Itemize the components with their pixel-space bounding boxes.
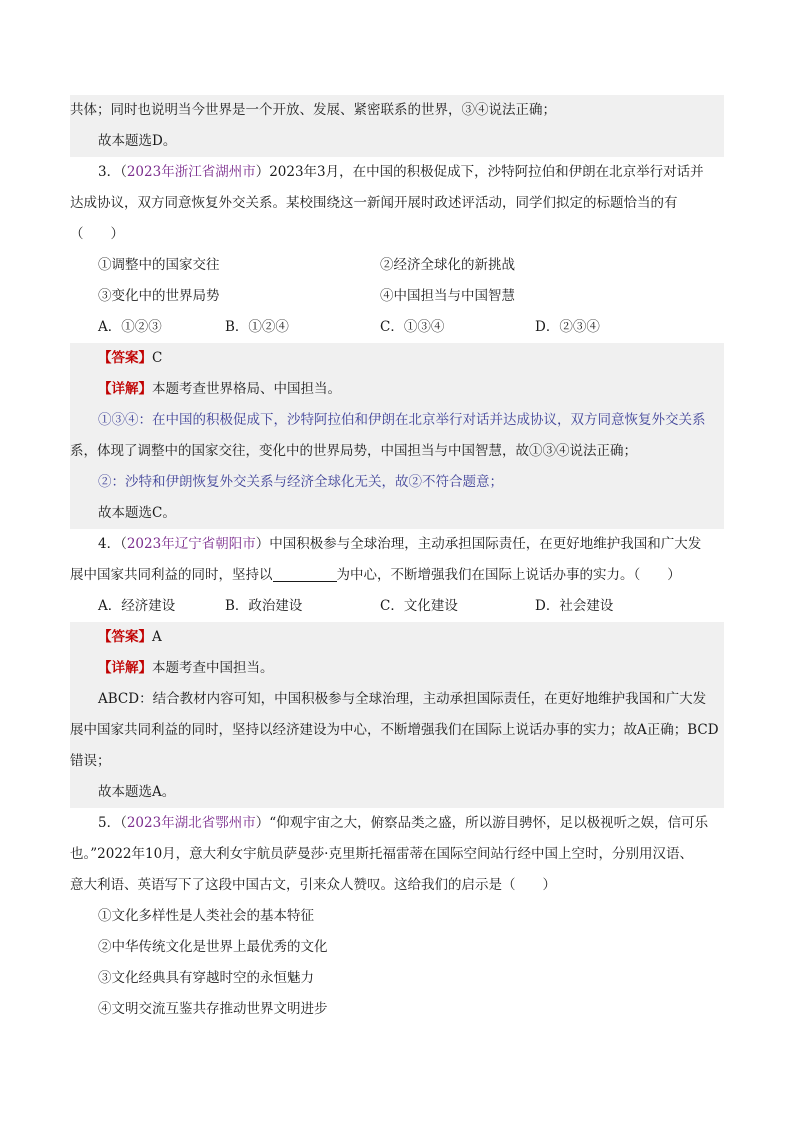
text: 本题考查世界格局、中国担当。: [152, 381, 341, 397]
text-line: [70, 126, 724, 157]
detail-line: [70, 374, 724, 405]
text: ）: [255, 536, 270, 552]
answer-value: C: [152, 350, 163, 366]
question-source: 2023年辽宁省朝阳市: [126, 536, 256, 552]
text: ）: [255, 815, 270, 831]
explanation-line: [70, 746, 724, 777]
text-line: [70, 95, 724, 126]
question-5-stem: [70, 808, 724, 839]
explanation-line: [70, 684, 724, 715]
statement-item: ④文明交流互鉴共存推动世界文明进步: [98, 1001, 328, 1017]
statement-line: [70, 932, 724, 963]
text: 达成协议，双方同意恢复外交关系。某校围绕这一新闻开展时政述评活动，同学们拟定的标题恰当的有: [70, 195, 678, 211]
statement-line: [70, 963, 724, 994]
question-number: 3．（: [98, 164, 127, 180]
text: 系，体现了调整中的国家交往，变化中的世界局势，中国担当与中国智慧，故①③④说法正确；: [70, 443, 637, 459]
answer-label: 【答案】: [98, 350, 152, 366]
option-d: D．社会建设: [535, 598, 614, 614]
text: “仰观宇宙之大，俯察品类之盛，所以游目骋怀，足以极视听之娱，信可乐: [269, 815, 709, 831]
choice-row: [70, 250, 724, 281]
answer-value: A: [152, 629, 162, 645]
answer-label: 【答案】: [98, 629, 152, 645]
question-number: 5．（: [98, 815, 127, 831]
document-page: [70, 95, 724, 1025]
text: 也。”2022年10月，意大利女宇航员萨曼莎·克里斯托福雷蒂在国际空间站行经中国上空时，分别用汉语、: [70, 846, 693, 862]
final-answer-line: [70, 777, 724, 808]
detail-label: 【详解】: [98, 660, 152, 676]
explanation-line: [70, 467, 724, 498]
text: 展中国家共同利益的同时，坚持以经济建设为中心，不断增强我们在国际上说话办事的实力；故A正确；BCD: [70, 722, 719, 738]
option-d: D．②③④: [535, 319, 600, 335]
option-c: C．①③④: [380, 319, 445, 335]
statement-item: ②中华传统文化是世界上最优秀的文化: [98, 939, 328, 955]
text: 本题考查中国担当。: [152, 660, 274, 676]
statement-item: ①调整中的国家交往: [98, 257, 220, 273]
explanation-line: [70, 715, 724, 746]
detail-line: [70, 653, 724, 684]
question-3-stem-cont: [70, 219, 724, 250]
explanation-line: [70, 436, 724, 467]
statement-item: ①文化多样性是人类社会的基本特征: [98, 908, 314, 924]
statement-line: [70, 901, 724, 932]
text: 中国积极参与全球治理，主动承担国际责任，在更好地维护我国和广大发: [269, 536, 702, 552]
options-row: [70, 312, 724, 343]
question-4-stem: [70, 529, 724, 560]
text: 2023年3月，在中国的积极促成下，沙特阿拉伯和伊朗在北京举行对话并: [269, 164, 704, 180]
text: 为中心，不断增强我们在国际上说话办事的实力。（ ）: [336, 567, 681, 583]
text: 展中国家共同利益的同时，坚持以: [70, 567, 273, 583]
question-source: 2023年湖北省鄂州市: [126, 815, 256, 831]
statement-item: ③文化经典具有穿越时空的永恒魅力: [98, 970, 314, 986]
question-4-stem-cont: [70, 560, 724, 591]
question-source: 2023年浙江省湖州市: [126, 164, 256, 180]
text: ①③④：在中国的积极促成下，沙特阿拉伯和伊朗在北京举行对话并达成协议，双方同意恢复外交关系: [98, 412, 706, 428]
text: 故本题选A。: [98, 784, 176, 800]
text: 错误；: [70, 753, 111, 769]
text: （ ）: [70, 226, 124, 242]
final-answer-line: [70, 498, 724, 529]
text: 意大利语、英语写下了这段中国古文，引来众人赞叹。这给我们的启示是（ ）: [70, 877, 556, 893]
options-row: [70, 591, 724, 622]
statement-item: ③变化中的世界局势: [98, 288, 220, 304]
answer-line: [70, 622, 724, 653]
text: ）: [255, 164, 270, 180]
explanation-line: [70, 405, 724, 436]
statement-item: ④中国担当与中国智慧: [380, 288, 515, 304]
question-number: 4．（: [98, 536, 127, 552]
question-3-stem: [70, 157, 724, 188]
option-a: A．①②③: [98, 319, 162, 335]
text: ABCD：结合教材内容可知，中国积极参与全球治理，主动承担国际责任，在更好地维护我国和广大发: [98, 691, 707, 707]
option-a: A．经济建设: [98, 598, 176, 614]
text: 共体；同时也说明当今世界是一个开放、发展、紧密联系的世界，③④说法正确；: [70, 102, 556, 118]
option-b: B．①②④: [225, 319, 289, 335]
question-5-stem-cont: [70, 870, 724, 901]
option-c: C．文化建设: [380, 598, 458, 614]
option-b: B．政治建设: [225, 598, 303, 614]
question-5-stem-cont: [70, 839, 724, 870]
text: 故本题选D。: [98, 133, 177, 149]
detail-label: 【详解】: [98, 381, 152, 397]
text: 故本题选C。: [98, 505, 176, 521]
statement-line: [70, 994, 724, 1025]
text: ②：沙特和伊朗恢复外交关系与经济全球化无关，故②不符合题意；: [98, 474, 503, 490]
statement-item: ②经济全球化的新挑战: [380, 257, 515, 273]
answer-line: [70, 343, 724, 374]
question-3-stem-cont: [70, 188, 724, 219]
choice-row: [70, 281, 724, 312]
fill-blank: [273, 565, 337, 582]
